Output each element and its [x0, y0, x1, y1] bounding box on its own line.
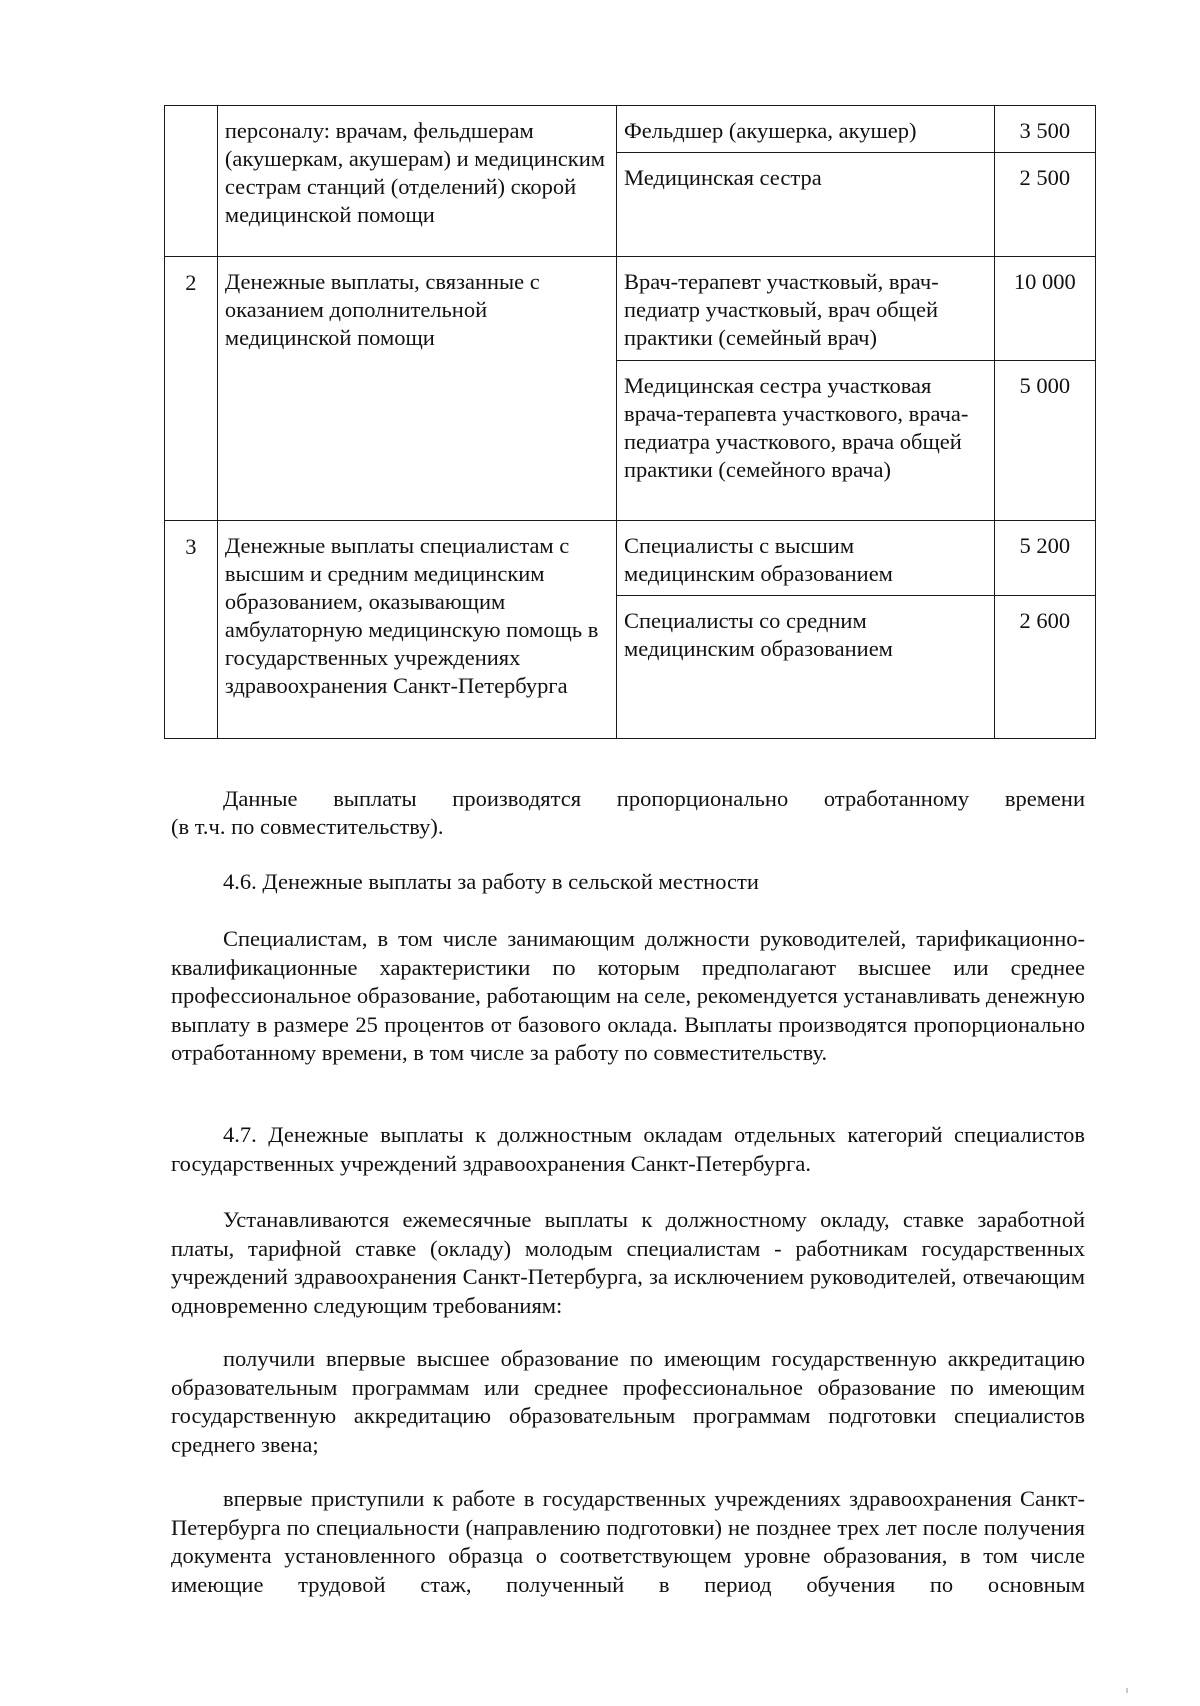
- row-number-cell: [165, 106, 218, 257]
- section-4-7-paragraph: Устанавливаются ежемесячные выплаты к должностному окладу, ставке заработной платы, тарифной ставке (окладу) молодым специалистам - работникам государственных учреждений здравоохранения Санкт-Петербурга, за исключением руководителей, отвечающим одновременно следующим требованиям:: [171, 1207, 1085, 1318]
- requirement-paragraph-2: впервые приступили к работе в государственных учреждениях здравоохранения Санкт-Петербурга по специальности (направлению подготовки) не позднее трех лет после получения документа установленного образца о соответствующем уровне образования, в том числе имеющие трудовой стаж, полученный в период обучения по основным: [171, 1486, 1085, 1597]
- payment-note-line-1: Данные выплаты производятся пропорционально отработанному времени: [223, 786, 1085, 811]
- requirement-paragraph-1: получили впервые высшее образование по имеющим государственную аккредитацию образовательным программам или среднее профессиональное образование по имеющим государственную аккредитацию образовательным программам подготовки специалистов среднего звена;: [171, 1346, 1085, 1457]
- position-cell: Врач-терапевт участковый, врач-педиатр участковый, врач общей практики (семейный врач): [617, 257, 995, 361]
- position-cell: Специалисты с высшим медицинским образованием: [617, 521, 995, 596]
- table-row: [165, 106, 1096, 153]
- table-row: [165, 521, 1096, 596]
- section-4-7-heading: 4.7. Денежные выплаты к должностным окладам отдельных категорий специалистов государственных учреждений здравоохранения Санкт-Петербурга.: [171, 1122, 1085, 1176]
- amount-cell: 5 200: [994, 521, 1095, 596]
- section-4-6-paragraph: Специалистам, в том числе занимающим должности руководителей, тарификационно-квалификационные характеристики по которым предполагают высшее или среднее профессиональное образование, работающим на селе, рекомендуется устанавливать денежную выплату в размере 25 процентов от базового оклада. Выплаты производятся пропорционально отработанному времени, в том числе за работу по совместительству.: [171, 926, 1085, 1065]
- row-number-cell: 2: [165, 257, 218, 521]
- payment-description: Денежные выплаты, связанные с оказанием дополнительной медицинской помощи: [217, 257, 616, 521]
- payment-description: персоналу: врачам, фельдшерам (акушеркам, акушерам) и медицинским сестрам станций (отделений) скорой медицинской помощи: [217, 106, 616, 257]
- amount-cell: 10 000: [994, 257, 1095, 361]
- section-4-6-heading: 4.6. Денежные выплаты за работу в сельской местности: [223, 869, 759, 894]
- position-cell: Медицинская сестра участковая врача-терапевта участкового, врача-педиатра участкового, врача общей практики (семейного врача): [617, 361, 995, 521]
- table-row: [165, 257, 1096, 361]
- payment-description: Денежные выплаты специалистам с высшим и средним медицинским образованием, оказывающим амбулаторную медицинскую помощь в государственных учреждениях здравоохранения Санкт-Петербурга: [217, 521, 616, 739]
- position-cell: Медицинская сестра: [617, 153, 995, 257]
- amount-cell: 2 500: [994, 153, 1095, 257]
- position-cell: Фельдшер (акушерка, акушер): [617, 106, 995, 153]
- position-cell: Специалисты со средним медицинским образованием: [617, 596, 995, 739]
- scan-artifact: [1126, 1688, 1128, 1693]
- amount-cell: 3 500: [994, 106, 1095, 153]
- payments-table: [164, 105, 1096, 739]
- row-number-cell: 3: [165, 521, 218, 739]
- amount-cell: 2 600: [994, 596, 1095, 739]
- amount-cell: 5 000: [994, 361, 1095, 521]
- payment-note-line-2: (в т.ч. по совместительству).: [171, 814, 444, 839]
